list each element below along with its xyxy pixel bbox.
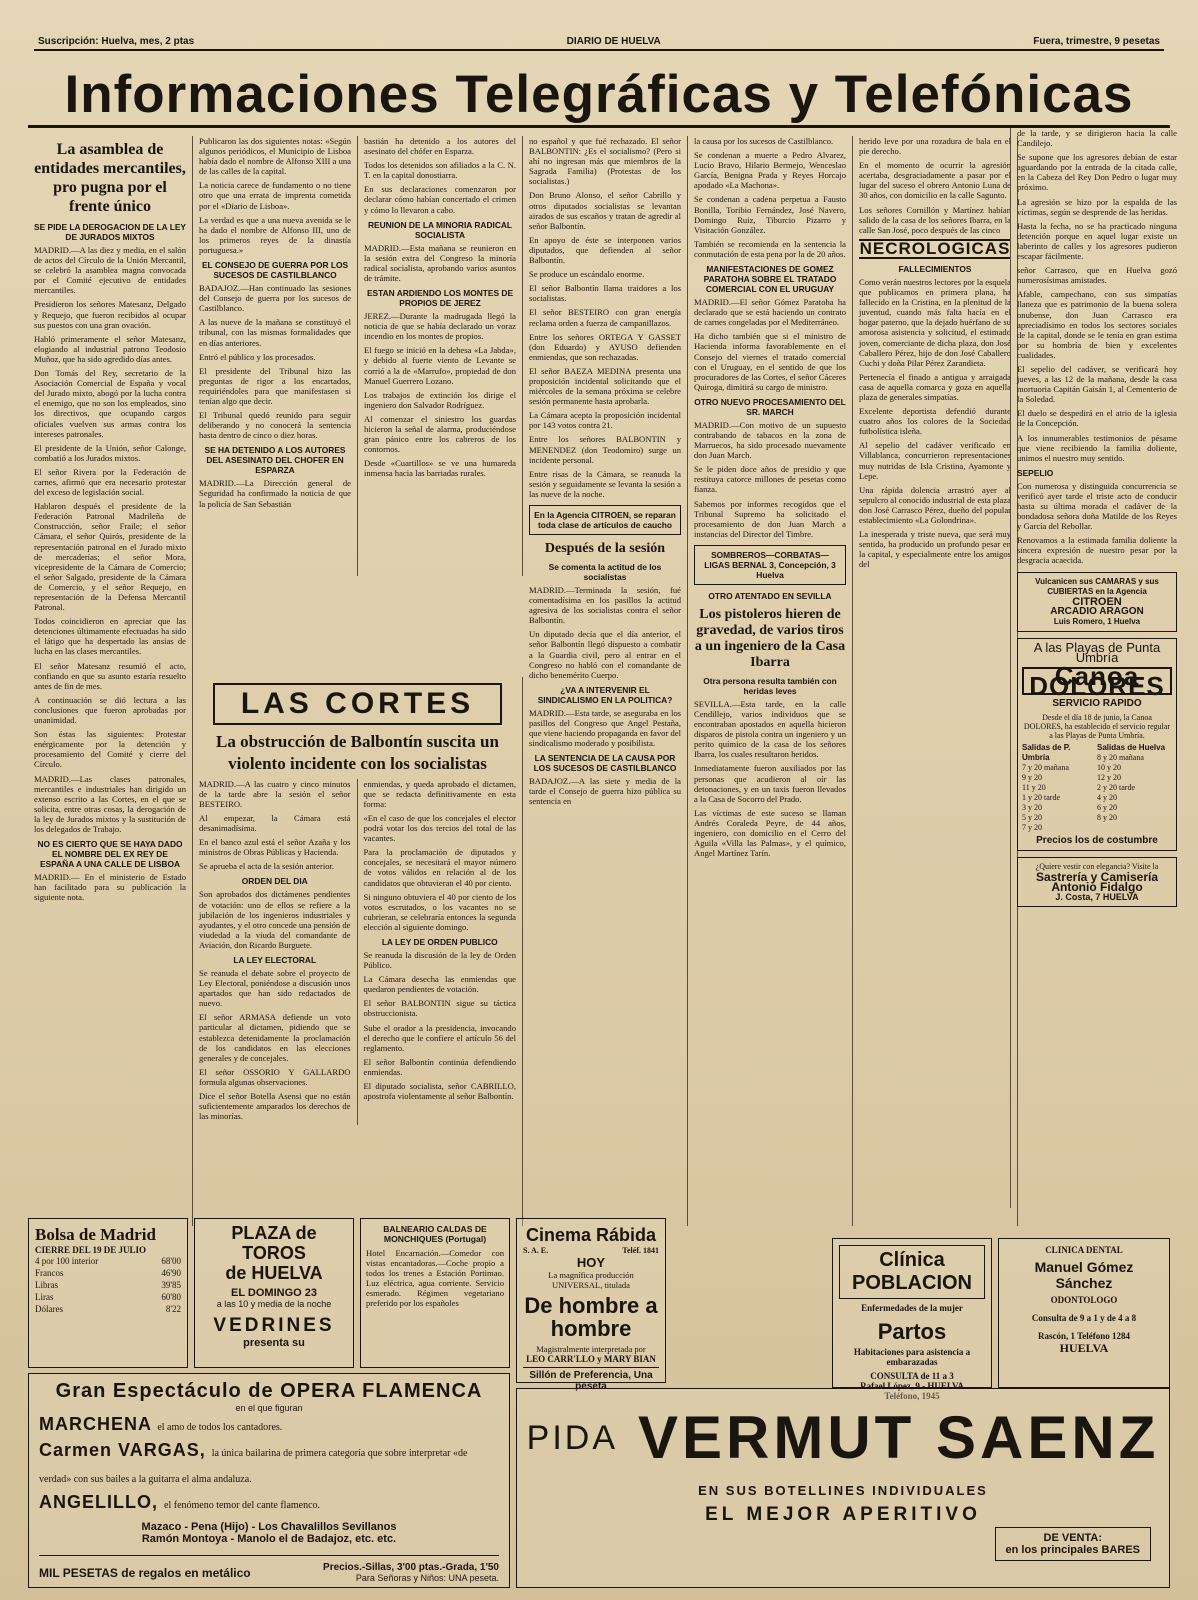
paragraph: El señor BESTEIRO con gran energía reclama orden a fuerza de campanillazos. (529, 307, 681, 328)
paragraph: En el momento de ocurrir la agresión acertaba, desgraciadamente a pasar por el lugar del suceso el obrero Antonio Luna de 30 años, con domicilio en la calle Sagunto. (859, 160, 1011, 201)
paragraph: El presidente del Tribunal hizo las preguntas de rigor a los encartados, requiriéndoles para que manifestasen si tenían algo que decir. (199, 365, 351, 406)
cortes-col-b (358, 779, 523, 1126)
paragraph: Dice el señor Botella Asensi que no están suficientemente amparados los derechos de las minorías. (199, 1091, 351, 1122)
paragraph: MADRID.—Terminada la sesión, fué comentadísima en los pasillos la actitud agresiva de los socialistas contra el señor Balbontín. (529, 585, 681, 626)
paragraph: Publicaron las dos siguientes notas: «Según algunos periódicos, el Municipio de Lisboa había dado el nombre de Alfonso XIII a una de las calles de la capital. (199, 136, 351, 177)
paragraph: Todos los detenidos son afiliados a la C. N. T. en la capital donostiarra. (364, 160, 516, 181)
paragraph: bastián ha detenido a los autores del asesinato del chófer en Esparza. (364, 136, 516, 157)
paragraph: A las nueve de la mañana se constituyó el tribunal, con las mismas formalidades que en días anteriores. (199, 317, 351, 348)
paragraph: Se produce un escándalo enorme. (529, 269, 645, 280)
paragraph: La Cámara acepta la proposición incidental por 143 votos contra 21. (529, 410, 681, 431)
paragraph: El sepelio del cadáver, se verificará hoy jueves, a las 12 de la mañana, desde la casa mortuoria Capitán Gaisán 1, al Cementerio de la Soledad. (1017, 363, 1177, 405)
subhead-minoria: REUNION DE LA MINORIA RADICAL SOCIALISTA (367, 219, 513, 240)
paragraph: La verdad es que a una nueva avenida se le ha dado el nombre de Alfonso III, uno de los primeros reyes de la dinastía portuguesa.» (199, 214, 351, 255)
balneario-ad: BALNEARIO CALDAS DE MONCHIQUES (Portugal) Hotel Encarnación.—Comedor con vistas encantadoras.—Coche propio a todos los trenes a Estación Portimao. Luz eléctrica, agua corriente. Servicio esmerado. Régimen vegetariano preferido por los españoles (360, 1218, 510, 1368)
paragraph: MADRID.—A las diez y media, en el salón de actos del Círculo de la Unión Mercantil, se celebró la asamblea magna convocada por el Comité ejecutivo de entidades mercantiles. (34, 245, 186, 296)
table-row: Libras 39'85 (35, 1280, 181, 1290)
paragraph: herido leve por una rozadura de bala en el pie derecho. (859, 136, 1011, 157)
paragraph: Al sepelio del cadáver verificado en Villablanca, concurrieron representaciones muy nutridas de Isla Cristina, Ayamonte y Lepe. (859, 440, 1011, 481)
regalo-label: MIL PESETAS de regalos en metálico (39, 1565, 251, 1580)
paragraph: «En el caso de que los concejales el elector podrá votar los dos tercios del total de las vacantes. (363, 812, 516, 844)
paragraph: Excelente deportista defendió durante cuatro años los colores de la Sociedad futbolística isleña. (859, 406, 1011, 437)
paragraph: Se reanuda el debate sobre el proyecto de Ley Electoral, poniéndose a discusión unos apartados que han sido redactados de nuevo. (199, 968, 351, 1009)
subhead-sepelio: SEPELIO (1017, 467, 1054, 478)
paragraph: Se le piden doce años de presidio y que restituya catorce millones de pesetas como fianza. (694, 464, 846, 495)
paragraph: Para la proclamación de diputados y concejales, se necesitará el mayor número de votos válidos en relación al de los candidatos que obtuvieran el 40 por ciento. (363, 847, 516, 888)
paragraph: Entre los señores BALBONTIN y MENENDEZ (don Teodomiro) surge un incidente personal. (529, 434, 681, 465)
paragraph: la causa por los sucesos de Castilblanco. (694, 136, 834, 146)
paragraph: En sus declaraciones comenzaron por declarar cómo habían concertado el crimen y cómo lo llevaron a cabo. (364, 184, 516, 215)
paragraph: MADRID.— En el ministerio de Estado han facilitado para su publicación la siguiente nota. (34, 872, 186, 903)
paragraph: Un diputado decía que el día anterior, el señor Balbontín llegó dispuesto a combatir a la Guardia civil, pero al entrar en el Congreso no habló con el comandante de dicho benemérito Cuerpo. (529, 629, 681, 680)
subhead-atentado: OTRO ATENTADO EN SEVILLA (708, 590, 832, 601)
paragraph: Al comenzar el siniestro los guardas hicieron la señal de alarma, produciéndose gran pánico entre los cabreros de los contornos. (364, 413, 516, 455)
paragraph: A continuación se dió lectura a las conclusiones que fueron aprobadas por unanimidad. (34, 694, 186, 726)
clinica-poblacion-ad: Clínica POBLACION Enfermedades de la mujer Partos Habitaciones para asistencia a embarazadas CONSULTA de 11 a 3 Rafael López, 9 - HUELVA Teléfono, 1945 (832, 1238, 992, 1388)
vermut-brand: VERMUT SAENZ (638, 1404, 1160, 1471)
cortes-subtitle: La obstrucción de Balbontín suscita un violento incidente con los socialistas (216, 731, 499, 773)
column-6 (853, 136, 1018, 1226)
headline-despues-sesion: Después de la sesión (544, 541, 666, 556)
paragraph: El duelo se despedirá en el atrio de la iglesia de la Concepción. (1017, 408, 1177, 429)
paragraph: Habló primeramente el señor Matesanz, elogiando al industrial patrono Teodosio Muñoz, que ha sido agredido días antes. (34, 333, 186, 364)
paragraph: Entre los señores ORTEGA Y GASSET (don Eduardo) y AYUSO defienden enmiendas, que son rechazadas. (529, 331, 681, 362)
table-row: Liras 60'80 (35, 1292, 181, 1302)
citroen-aragon-ad: Vulcanicen sus CAMARAS y sus CUBIERTAS en la Agencia CITROEN ARCADIO ARAGON Luis Romero, 1 Huelva (1017, 572, 1177, 632)
paragraph: El señor Matesanz resumió el acto, confiando en que su asunto estaría resuelto antes de fin de mes. (34, 660, 186, 691)
column-1 (28, 136, 193, 1226)
paragraph: Desde «Cuartillos» se ve una humareda inmensa hacia las barriadas rurales. (364, 458, 516, 479)
opera-flamenca-ad: Gran Espectáculo de OPERA FLAMENCA en el que figuran MARCHENA el amo de todos los cantadores. Carmen VARGAS, la única bailarina de primera categoría que sobre interpretar «de verdad» con sus bailes a la guitarra el alma andaluza. ANGELILLO, el fenómeno temor del cante flamenco. Mazaco - Pena (Hijo) - Los Chavalillos Sevillanos Ramón Montoya - Manolo el de Badajoz, etc. etc. MIL PESETAS de regalos en metálico Precios.-Sillas, 3'00 ptas.-Grada, 1'50 Para Señoras y Niños: UNA peseta. (28, 1373, 510, 1588)
paragraph: En el banco azul está el señor Azaña y los ministros de Obras Públicas y Hacienda. (199, 837, 351, 858)
paragraph: Con numerosa y distinguida concurrencia se verificó ayer tarde el triste acto de conducir hasta su última morada el cadáver de la bondadosa señora doña Matilde de los Reyes y García del Rebollar. (1017, 480, 1177, 532)
column-3 (358, 136, 523, 576)
plaza-toros-ad: PLAZA de TOROS de HUELVA EL DOMINGO 23 a las 10 y media de la noche VEDRINES presenta su (194, 1218, 354, 1368)
paragraph: Afable, campechano, con sus simpatías llaneza que es patrimonio de la buena solera onubense, don Juan Carrasco era apreciadísimo en todos los sectores sociales de la capital, donde se le tenía en gran estima por su hombría de bien y excelentes cualidades. (1017, 289, 1177, 360)
subhead-ley-electoral: LA LEY ELECTORAL (233, 955, 317, 965)
subscription-local: Suscripción: Huelva, mes, 2 ptas (38, 36, 195, 47)
paragraph: SEVILLA.—Esta tarde, en la calle Cendillejo, varios individuos que se encontraban apostados en aquella hicieron disparos de pistola contra un ingeniero y un perito químico de la casa de los señores Ibarra, los cuales resultaron heridos. (694, 698, 846, 760)
subhead-jerez: ESTAN ARDIENDO LOS MONTES DE PROPIOS DE JEREZ (366, 288, 514, 309)
timetable-punta-umbria: Salidas de P. Umbría 7 y 20 mañana 9 y 20 11 y 20 1 y 20 tarde 3 y 20 5 y 20 7 y 20 (1022, 742, 1071, 832)
news-columns (28, 136, 1170, 1226)
paragraph: La Cámara desecha las enmiendas que quedaron pendientes de votación. (363, 974, 516, 995)
paragraph: También se recomienda en la sentencia la conmutación de esta pena por la de 20 años. (694, 238, 846, 259)
paragraph: El señor Balbontín continúa defendiendo enmiendas. (363, 1056, 516, 1077)
paragraph: Son aprobados dos dictámenes pendientes de votación: uno de ellos se refiere a la jubilación de los ingenieros industriales y ayudantes, y el otro concede una pensión de viudedad a la viuda del comandante de Aviación, don Ricardo Burguete. (199, 889, 351, 950)
subhead-march: OTRO NUEVO PROCESAMIENTO DEL SR. MARCH (694, 396, 846, 417)
subscription-outside: Fuera, trimestre, 9 pesetas (1033, 36, 1160, 47)
column-7 (1010, 128, 1183, 1208)
ads-area (28, 1218, 1170, 1590)
paragraph: Se condenan a cadena perpetua a Fausto Bonilla, Toribio Fernández, José Navero, Domingo Ruiz, Tiburcio Pizarro y Visitación González. (694, 194, 846, 235)
paragraph: señor Carrasco, que en Huelva gozó numerosísimas amistades. (1017, 265, 1177, 286)
subhead-socialistas: Se comenta la actitud de los socialistas (548, 562, 662, 582)
subhead-chofer: SE HA DETENIDO A LOS AUTORES DEL ASESINATO DEL CHOFER EN ESPARZA (204, 445, 346, 476)
paragraph: Se condenan a muerte a Pedro Alvarez, Lucio Bravo, Hilario Bermejo, Wenceslao García, Benigna Prada y Reyes Horcajo apodado «La Machona». (694, 150, 846, 191)
canoa-dolores-ad: A las Playas de Punta Umbría Canoa DOLORES SERVICIO RAPIDO Desde el día 18 de junio, la Canoa DOLORES, ha establecido el servicio regular a las Playas de Punta Umbría. Salidas de P. Umbría 7 y 20 mañana 9 y 20 11 y 20 1 y 20 tarde 3 y 20 5 y 20 7 y 20 Salidas de Huelva 8 y 20 mañana 10 y 20 12 y 20 2 y 20 tarde 4 y 20 6 y 20 8 y 20 Precios los de costumbre (1017, 638, 1177, 851)
paragraph: MADRID.—A las cuatro y cinco minutos de la tarde abre la sesión el señor BESTEIRO. (199, 778, 351, 809)
subhead-orden-dia: ORDEN DEL DIA (241, 876, 308, 887)
column-4 (523, 136, 688, 1226)
cortes-section (193, 677, 523, 1226)
paragraph: Sabemos por informes recogidos que el Tribunal Supremo ha solicitado el procesamiento de don Juan March a instancias del Director del Timbre. (694, 498, 846, 539)
paragraph: Se supone que los agresores debían de estar aguardando por la entrada de la citada calle, en la Cabeza del Rey Don Pedro o lugar muy próximo. (1017, 152, 1177, 193)
paragraph: Ha dicho también que si el ministro de Hacienda informa favorablemente en el Consejo del viernes el tratado comercial con el Uruguay, en el sentido de que los procuradores de las Cortes, el señor Cáceres Quiroga, dimitirá su cargo de ministro. (694, 331, 847, 392)
paragraph: no español y que fué rechazado. El señor BALBONTIN: ¿Es el socialismo? (Pero si ahí no ingresan más que miembros de la Sagrada Familia) (Protestas de los socialistas.) (529, 136, 681, 187)
bolsa-madrid-box (28, 1218, 188, 1368)
paragraph: El señor Balbontín llama traidores a los socialistas. (529, 283, 681, 304)
column-5 (688, 136, 853, 1226)
paragraph: Entre risas de la Cámara, se reanuda la sesión y seguidamente se levanta la sesión a las nueve de la noche. (529, 468, 681, 499)
bolsa-date: CIERRE DEL 19 DE JULIO (35, 1245, 147, 1255)
paragraph: de la tarde, y se dirigieron hacia la calle Candilejo. (1017, 128, 1177, 149)
paragraph: Las víctimas de este suceso se llaman Andrés Coraleda Peyre, de 44 años, ingeniero, con domicilio en el Cerro del Aguila «Villa las Palmas», y el químico, Angel Martínez Tarín. (694, 807, 846, 859)
paragraph: Entró el público y los procesados. (199, 351, 316, 362)
bolsa-table (35, 1255, 181, 1315)
paragraph: En apoyo de éste se interponen varios diputados, que defienden al señor Balbontín. (529, 234, 681, 266)
subhead-orden-publico: LA LEY DE ORDEN PUBLICO (381, 937, 498, 947)
paper-name: DIARIO DE HUELVA (566, 36, 661, 47)
paragraph: Renovamos a la estimada familia doliente la sincera expresión de nuestro pesar por la desgracia acaecida. (1017, 535, 1177, 566)
timetable-huelva: Salidas de Huelva 8 y 20 mañana 10 y 20 12 y 20 2 y 20 tarde 4 y 20 6 y 20 8 y 20 (1097, 742, 1166, 822)
paragraph: La agresión se hizo por la espalda de las víctimas, según se desprende de las heridas. (1017, 196, 1177, 217)
paragraph: MADRID.—Con motivo de un supuesto contrabando de tabacos en la zona de Marruecos, ha sido procesado nuevamente don Juan March. (694, 419, 846, 461)
paragraph: Se aprueba el acta de la sesión anterior. (199, 861, 335, 872)
paragraph: enmiendas, y queda aprobado el dictamen, que se redacta definitivamente en esta forma: (363, 778, 516, 809)
paragraph: Sube el orador a la presidencia, invocando el derecho que le confiere el artículo 56 del reglamento. (363, 1022, 516, 1053)
paragraph: Presidieron los señores Matesanz, Delgado y Requejo, que fueron recibidos al ocupar sus puestos con una gran ovación. (34, 299, 186, 330)
bolsa-title: Bolsa de Madrid (35, 1225, 156, 1244)
subhead-fallecimientos: FALLECIMIENTOS (898, 263, 972, 274)
headline-asamblea: La asamblea de entidades mercantiles, pro pugna por el frente único (34, 141, 186, 215)
paragraph: Don Tomás del Rey, secretario de la Asociación Comercial de España y vocal del Jurado mixto, abogó por la lucha contra el enemigo, que no son los empleados, sino los directivos, que ocupando cargos oficiales vuelven sus armas contra los intereses patronales. (34, 368, 186, 439)
paragraph: El presidente de la Unión, señor Calonge, combatió a los Jurados mixtos. (34, 442, 186, 463)
paragraph: A los innumerables testimonios de pésame que viene recibiendo la familia doliente, unimos el nuestro muy sentido. (1017, 432, 1177, 463)
cortes-col-a (193, 779, 358, 1126)
paragraph: El señor ARMASA defiende un voto particular al dictamen, pidiendo que se establezca detenidamente la proclamación de los candidatos en las elecciones generales y de concejales. (199, 1012, 351, 1063)
subhead-uruguay: MANIFESTACIONES DE GOMEZ PARATOHA SOBRE EL TRATADO COMERCIAL CON EL URUGUAY (703, 264, 837, 295)
paragraph: MADRID.—El señor Gómez Paratoha ha declarado que se está haciendo un contrato de carnes congeladas por el Mediterráneo. (694, 297, 846, 328)
column-2 (193, 136, 358, 576)
paragraph: Todos coincidieron en apreciar que las detenciones últimamente efectuadas ha sido el látigo que ha despertado las ansias de lucha en las clases mercantiles. (34, 616, 186, 657)
paragraph: Como verán nuestros lectores por la esquela que publicamos en primera plana, ha fallecido en la Cristina, en la plenitud de la juventud, cuando más falta hacía en el hogar paterno, que la dejado huérfano de su amorosa asistencia y solicitud, el estimado joven, comerciante de dicha plaza, don José Caballero Pérez, hijo de don José Caballero Cuchi y doña Pilar Pérez Zarandieta. (859, 276, 1011, 368)
paragraph: La inesperada y triste nueva, que será muy sentida, ha producido un profundo pesar en la capital, y especialmente entre los amigos del (859, 529, 1011, 570)
paragraph: Los trabajos de extinción los dirige el ingeniero don Salvador Rodríguez. (364, 389, 516, 410)
citroen-ad: En la Agencia CITROEN, se reparan toda clase de artículos de caucho (529, 505, 681, 535)
paragraph: El diputado socialista, señor CABRILLO, apostrofa violentamente al señor Balbontín. (363, 1081, 516, 1102)
subhead-consejo-guerra: EL CONSEJO DE GUERRA POR LOS SUCESOS DE CASTILBLANCO (201, 260, 349, 281)
paragraph: La noticia carece de fundamento o no tiene otro que una errata de imprenta cometida por el «Diario de Lisboa». (199, 180, 351, 211)
paragraph: Hasta la fecha, no se ha practicado ninguna detención porque en aquel lugar existe un laberinto de calles y los agresores pudieron escapar fácilmente. (1017, 220, 1177, 262)
paragraph: MADRID.—Esta mañana se reunieron en la sesión extra del Congreso la minoría radical socialista, aprobando varios asuntos de trámite. (364, 242, 516, 283)
paragraph: Se reanuda la discusión de la ley de Orden Público. (363, 950, 516, 971)
subhead-lisboa: NO ES CIERTO QUE SE HAYA DADO EL NOMBRE DEL EX REY DE ESPAÑA A UNA CALLE DE LISBOA (37, 839, 183, 870)
paragraph: El Tribunal quedó reunido para seguir deliberando y no conocerá la sentencia hasta dentro de cinco o diez horas. (199, 410, 351, 441)
paragraph: Si ninguno obtuviera el 40 por ciento de los votos escrutados, o los vacantes no se cubrieran, se celebraría entonces la segunda elección al siguiente domingo. (363, 891, 516, 932)
headline-pistoleros: Los pistoleros hieren de gravedad, de varios tiros a un ingeniero de la Casa Ibarra (694, 606, 846, 670)
bernal-ad: SOMBREROS—CORBATAS—LIGAS BERNAL 3, Concepción, 3 Huelva (694, 545, 846, 585)
subhead-sentencia: LA SENTENCIA DE LA CAUSA POR LOS SUCESOS DE CASTILBLANCO (533, 753, 677, 774)
paragraph: El señor BALBONTIN sigue su táctica obstruccionista. (363, 998, 516, 1019)
paragraph: Pertenecía el finado a antigua y arraigada casa de aquella comarca y goza en aquella plaza de generales simpatías. (859, 371, 1011, 402)
vermut-saenz-ad: PIDA VERMUT SAENZ EN SUS BOTELLINES INDIVIDUALES EL MEJOR APERITIVO DE VENTA: en los principales BARES (516, 1388, 1170, 1588)
paragraph: El fuego se inició en la dehesa «La Jabda», y debido al fuerte viento de Levante se corrió a la de «Marrufo», propiedad de don Manuel Guerrero Lozano. (364, 345, 516, 386)
fidalgo-ad: ¿Quiere vestir con elegancia? Visite la Sastrería y Camisería Antonio Fidalgo J. Costa, 7 HUELVA (1017, 857, 1177, 907)
paragraph: MADRID.—Esta tarde, se aseguraba en los pasillos del Congreso que Angel Pestaña, que viene haciendo propaganda en favor del sindicalismo moderado y posibilista. (529, 707, 681, 749)
paragraph: Hablaron después el presidente de la Federación Patronal Madrileña de Construcción, señor Fraile; el señor Cámara, el señor Quirós, presidente de la representación patronal en el Jurado mixto de mercaderías; el señor Mora, vicepresidente de la Cámara de Comercio; el señor Salgado, presidente de la Cámara de Comercio, y el señor Requejo, en representación de la Defensa Mercantil Patronal. (34, 501, 186, 613)
paragraph: JEREZ.—Durante la madrugada llegó la noticia de que se había declarado un voraz incendio en los montes de propios. (364, 311, 516, 342)
paragraph: BADAJOZ.—Han continuado las sesiones del Consejo de guerra por los sucesos de Castilblanco. (199, 283, 351, 314)
cortes-title: LAS CORTES (213, 683, 502, 725)
paragraph: El señor Rivera por la Federación de carnes, afirmó que era necesario protestar del exceso de legislación social. (34, 466, 186, 498)
paragraph: Los señores Cornillón y Martínez habían salido de la casa de los señores Ibarra, en la calle San José, poco después de las cinco (859, 204, 1011, 235)
table-row: 4 por 100 interior 68'00 (35, 1256, 181, 1266)
paragraph: Son éstas las siguientes: Protestar enérgicamente por la detención y procesamiento del Comité y cierre del Círculo. (34, 729, 186, 770)
paragraph: Al empezar, la Cámara está desanimadísima. (199, 812, 351, 834)
paragraph: BADAJOZ.—A las siete y media de la tarde el Consejo de guerra hizo pública su sentencia en (529, 776, 681, 807)
timetable (1022, 743, 1172, 833)
table-row: Francos 46'90 (35, 1268, 181, 1278)
paragraph: Inmediatamente fueron auxiliados por las personas que acudieron al oír las detonaciones, y en un taxis fueron llevados a la Casa de Socorro del Prado. (694, 763, 846, 804)
paragraph: Don Bruno Alonso, el señor Cabrillo y otros diputados socialistas se levantan airados de sus escaños y tratan de agredir al señor Balbontín. (529, 190, 681, 231)
paragraph: MADRID.—Las clases patronales, mercantiles e industriales han dirigido un extenso escrito a las Cortes, en el que se solicita, entre otras cosas, la derogación de la ley de Jurados mixtos y la sustitución de los delegados de Trabajo. (34, 773, 186, 834)
subhead-derogacion: SE PIDE LA DEROGACION DE LA LEY DE JURADOS MIXTOS (34, 222, 187, 242)
paragraph: El señor OSSORIO Y GALLARDO formula algunas observaciones. (199, 1066, 351, 1087)
clinica-dental-ad: CLINICA DENTAL Manuel Gómez Sánchez ODONTOLOGO Consulta de 9 a 1 y de 4 a 8 Rascón, 1 Teléfono 1284 HUELVA (998, 1238, 1170, 1388)
subhead-heridas: Otra persona resulta también con heridas leves (703, 675, 837, 696)
page-title: Informaciones Telegráficas y Telefónicas (28, 65, 1170, 128)
table-row: Dólares 8'22 (35, 1304, 181, 1314)
necrologicas-title: NECROLOGICAS (859, 238, 1011, 258)
paragraph: El señor BAEZA MEDINA presenta una proposición incidental solicitando que el miércoles de la semana próxima se celebre sesión permanente hasta aprobarla. (529, 365, 681, 407)
paragraph: MADRID.—La Dirección general de Seguridad ha confirmado la noticia de que la policía de San Sebastián (199, 478, 351, 509)
venta-box: DE VENTA: en los principales BARES (995, 1527, 1151, 1561)
cinema-rabida-ad: Cinema Rábida S. A. E. Teléf. 1841 HOY La magnífica producción UNIVERSAL, titulada De hombre a hombre Magistralmente interpretada por LEO CARR'LLO y MARY BIAN Sillón de Preferencia, Una peseta (516, 1218, 666, 1383)
subhead-sindicalismo: ¿VA A INTERVENIR EL SINDICALISMO EN LA POLITICA? (537, 684, 673, 705)
header-line (34, 36, 1164, 51)
paragraph: Una rápida dolencia arrastró ayer al sepulcro al conocido industrial de esta plaza don José Carrasco Pérez, dueño del popular establecimiento «La Golondrina». (859, 484, 1011, 525)
